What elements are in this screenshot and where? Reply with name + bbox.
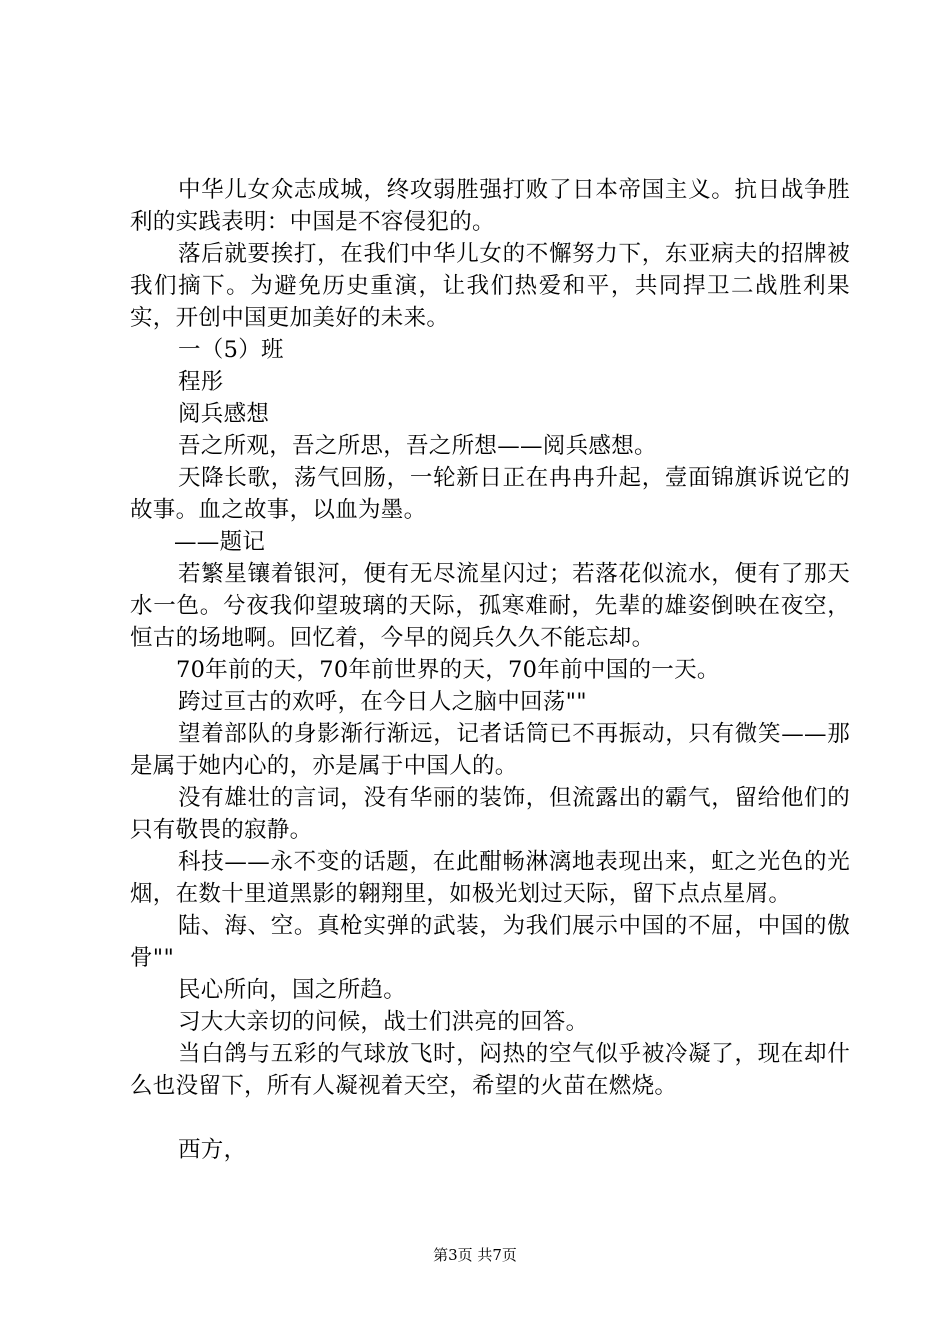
paragraph-70-years: 70年前的天，70年前世界的天，70年前中国的一天。 [176,657,720,683]
paragraph-cheers: 跨过亘古的欢呼，在今日人之脑中回荡"" [178,689,587,715]
paragraph-stars: 若繁星镶着银河，便有无尽流星闪过；若落花似流水，便有了那天水一色。兮夜我仰望玻璃的天际，孤寒难耐，先辈的雄姿倒映在夜空，恒古的场地啊。回忆着，今早的阅兵久久不能忘却。 [130,561,850,651]
paragraph-public-will: 民心所向，国之所趋。 [178,977,407,1003]
blank-line [130,1102,850,1134]
page-number-footer: 第3页 共7页 [433,1246,517,1264]
paragraph-2: 落后就要挨打，在我们中华儿女的不懈努力下，东亚病夫的招牌被我们摘下。为避免历史重演，让我们热爱和平，共同捍卫二战胜利果实，开创中国更加美好的未来。 [130,241,850,331]
paragraph-closing: 西方， [178,1137,247,1163]
paragraph-technology: 科技——永不变的话题，在此酣畅淋漓地表现出来，虹之光色的光烟，在数十里道黑影的翱翔里，如极光划过天际，留下点点星屑。 [130,849,850,907]
paragraph-greeting: 习大大亲切的问候，战士们洪亮的回答。 [178,1009,589,1035]
author-name: 程彤 [178,369,224,395]
paragraph-epigraph: 天降长歌，荡气回肠，一轮新日正在冉冉升起，壹面锦旗诉说它的故事。血之故事，以血为墨。 [130,465,850,523]
paragraph-troops: 望着部队的身影渐行渐远，记者话筒已不再振动，只有微笑——那是属于她内心的，亦是属于中国人的。 [130,721,850,779]
paragraph-no-words: 没有雄壮的言词，没有华丽的装饰，但流露出的霸气，留给他们的只有敬畏的寂静。 [130,785,850,843]
document-body [130,174,850,1166]
paragraph-armed-forces: 陆、海、空。真枪实弹的武装，为我们展示中国的不屈，中国的傲骨"" [130,913,850,971]
paragraph-doves: 当白鸽与五彩的气球放飞时，闷热的空气似乎被冷凝了，现在却什么也没留下，所有人凝视着天空，希望的火苗在燃烧。 [130,1041,850,1099]
essay-title: 阅兵感想 [178,401,270,427]
paragraph-intro: 吾之所观，吾之所思，吾之所想——阅兵感想。 [178,433,657,459]
paragraph-1: 中华儿女众志成城，终攻弱胜强打败了日本帝国主义。抗日战争胜利的实践表明：中国是不容侵犯的。 [130,177,850,235]
class-label: 一（5）班 [178,337,284,363]
epigraph-attribution: ——题记 [174,529,266,555]
